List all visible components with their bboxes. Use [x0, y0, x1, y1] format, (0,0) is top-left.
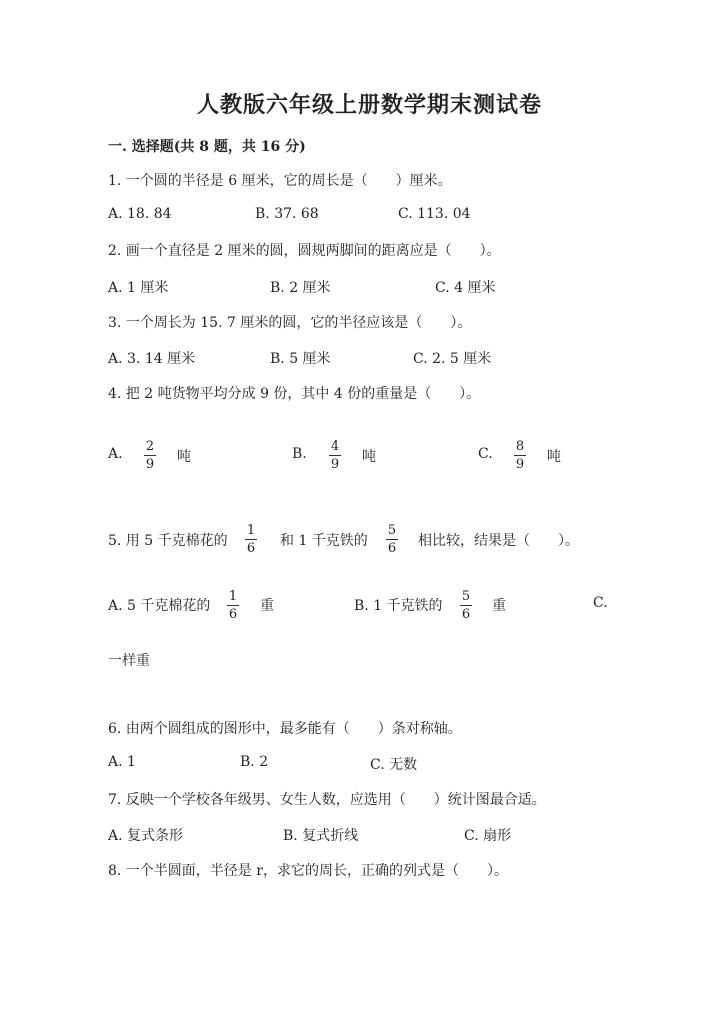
fraction-denominator: 6 — [387, 541, 397, 556]
section-heading: 一. 选择题(共 8 题，共 16 分) — [108, 139, 306, 155]
question-5-part-3: 相比较，结果是（ ）。 — [418, 533, 579, 549]
question-5-fraction-2 — [385, 524, 399, 555]
q5-option-a-text: A. 5 千克棉花的 — [108, 598, 211, 614]
q7-option-a: A. 复式条形 — [108, 828, 184, 844]
q5-option-b-text: B. 1 千克铁的 — [354, 598, 443, 614]
question-5-part-1: 5. 用 5 千克棉花的 — [108, 533, 228, 549]
q7-option-b: B. 复式折线 — [283, 828, 359, 844]
q4-option-b-label: B. — [292, 446, 307, 462]
fraction-numerator: 5 — [387, 523, 397, 538]
q4-option-a-fraction — [143, 440, 157, 471]
q4-option-b-fraction — [328, 440, 342, 471]
q4-option-c-label: C. — [478, 446, 493, 462]
q5-option-c-text: 一样重 — [108, 653, 150, 669]
question-8: 8. 一个半圆面，半径是 r，求它的周长，正确的列式是（ ）。 — [108, 863, 508, 879]
fraction-denominator: 9 — [515, 457, 525, 472]
fraction-denominator: 6 — [228, 607, 238, 622]
fraction-numerator: 1 — [246, 523, 256, 538]
question-5-fraction-1 — [244, 524, 258, 555]
q6-option-c: C. 无数 — [370, 757, 418, 773]
fraction-denominator: 6 — [246, 541, 256, 556]
question-5-part-2: 和 1 千克铁的 — [280, 533, 368, 549]
fraction-denominator: 9 — [330, 457, 340, 472]
fraction-numerator: 1 — [228, 589, 238, 604]
question-6: 6. 由两个圆组成的图形中，最多能有（ ）条对称轴。 — [108, 721, 462, 737]
q2-option-b: B. 2 厘米 — [270, 280, 331, 296]
q1-option-c: C. 113. 04 — [398, 206, 471, 222]
q2-option-a: A. 1 厘米 — [108, 280, 169, 296]
q3-option-c: C. 2. 5 厘米 — [413, 351, 492, 367]
q7-option-c: C. 扇形 — [464, 828, 512, 844]
q5-option-a-suffix: 重 — [260, 598, 274, 614]
question-4: 4. 把 2 吨货物平均分成 9 份，其中 4 份的重量是（ ）。 — [108, 386, 481, 402]
q4-option-c-fraction — [513, 440, 527, 471]
question-2: 2. 画一个直径是 2 厘米的圆，圆规两脚间的距离应是（ ）。 — [108, 243, 501, 259]
fraction-numerator: 2 — [145, 439, 155, 454]
question-1: 1. 一个圆的半径是 6 厘米，它的周长是（ ）厘米。 — [108, 173, 452, 189]
page-title: 人教版六年级上册数学期末测试卷 — [197, 92, 543, 118]
q3-option-a: A. 3. 14 厘米 — [108, 351, 196, 367]
q4-option-b-unit: 吨 — [362, 449, 376, 465]
q5-option-c-label: C. — [593, 595, 608, 611]
q1-option-a: A. 18. 84 — [108, 206, 172, 222]
q2-option-c: C. 4 厘米 — [435, 280, 496, 296]
q6-option-a: A. 1 — [108, 754, 136, 770]
q6-option-b: B. 2 — [240, 754, 269, 770]
question-7: 7. 反映一个学校各年级男、女生人数，应选用（ ）统计图最合适。 — [108, 792, 546, 808]
q5-option-a-fraction — [226, 590, 240, 621]
fraction-numerator: 5 — [461, 589, 471, 604]
q5-option-b-fraction — [459, 590, 473, 621]
fraction-denominator: 6 — [461, 607, 471, 622]
q5-option-b-suffix: 重 — [492, 598, 506, 614]
q1-option-b: B. 37. 68 — [255, 206, 319, 222]
fraction-denominator: 9 — [145, 457, 155, 472]
question-3: 3. 一个周长为 15. 7 厘米的圆，它的半径应该是（ ）。 — [108, 315, 472, 331]
q4-option-a-unit: 吨 — [177, 449, 191, 465]
q3-option-b: B. 5 厘米 — [270, 351, 331, 367]
q4-option-c-unit: 吨 — [547, 449, 561, 465]
fraction-numerator: 4 — [330, 439, 340, 454]
q4-option-a-label: A. — [108, 446, 123, 462]
fraction-numerator: 8 — [515, 439, 525, 454]
